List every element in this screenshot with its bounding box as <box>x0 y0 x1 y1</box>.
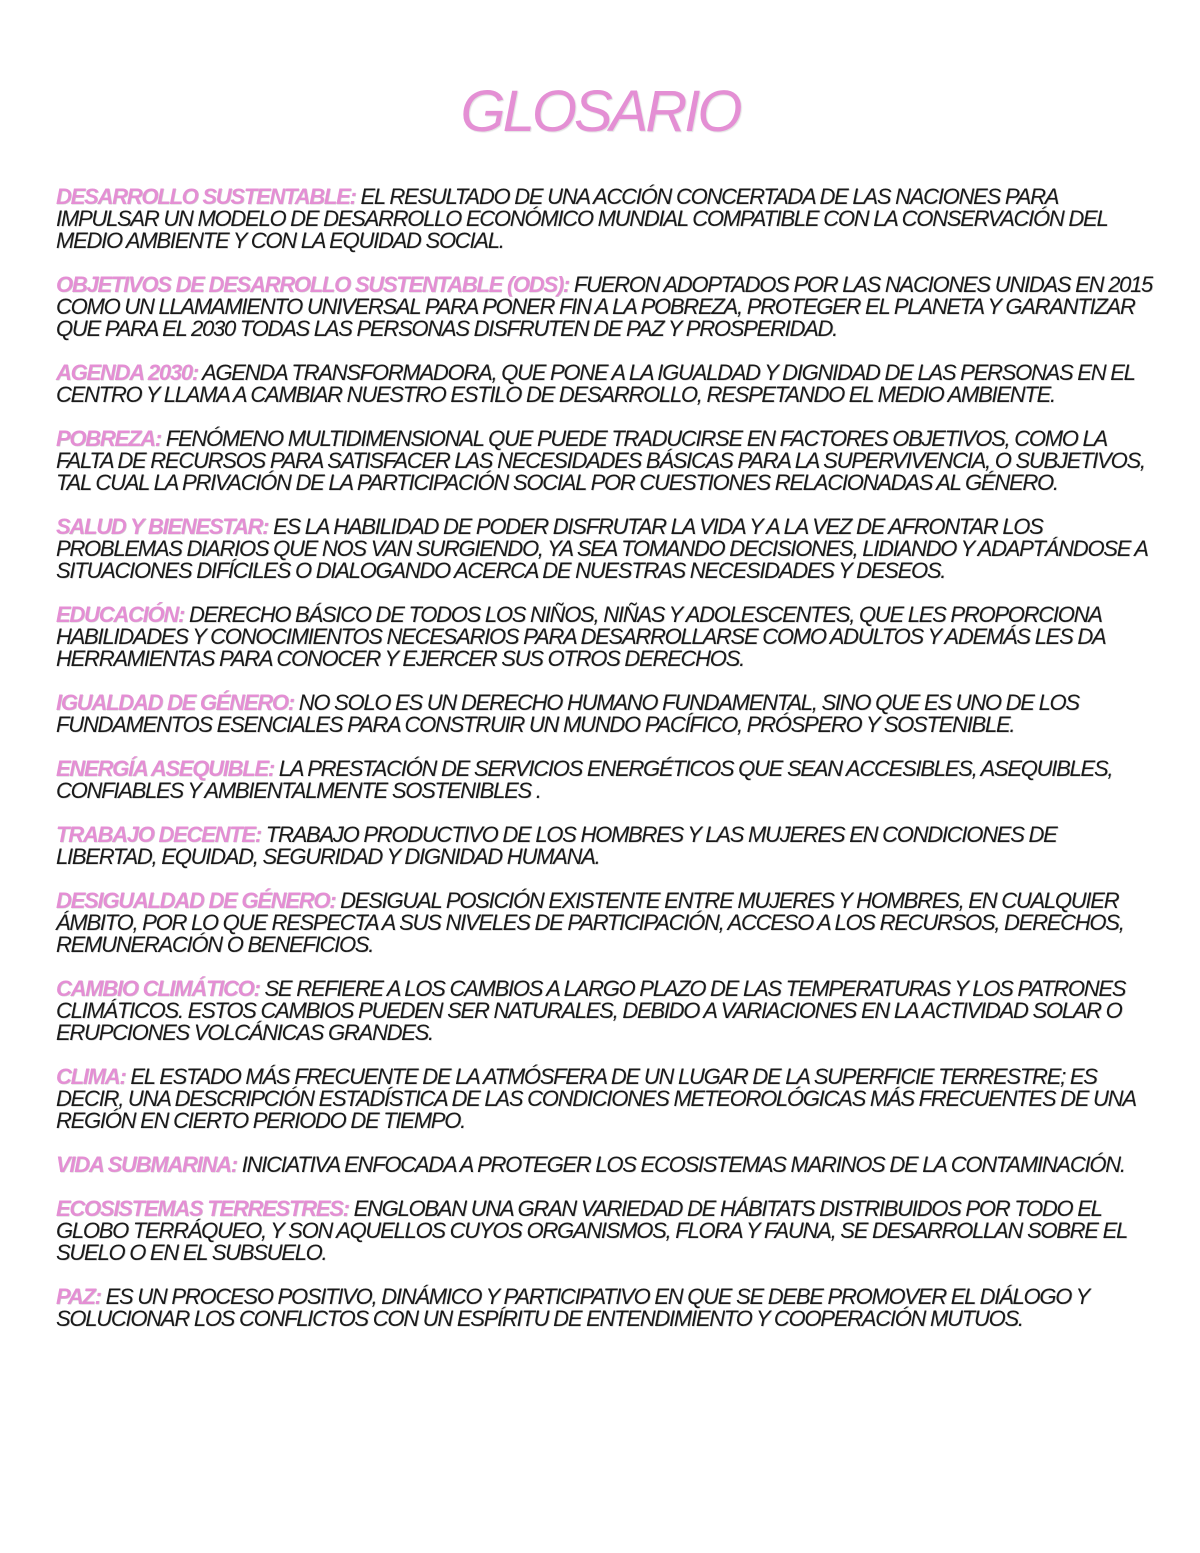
glossary-definition: ES UN PROCESO POSITIVO, DINÁMICO Y PARTICIPATIVO EN QUE SE DEBE PROMOVER EL DIÁLOGO Y SOLUCIONAR LOS CONFLICTOS CON UN ESPÍRITU DE ENTENDIMIENTO Y COOPERACIÓN MUTUOS. <box>56 1284 1089 1331</box>
glossary-term: EDUCACIÓN: <box>56 602 185 627</box>
glossary-list <box>56 186 1156 1352</box>
glossary-definition: INICIATIVA ENFOCADA A PROTEGER LOS ECOSISTEMAS MARINOS DE LA CONTAMINACIÓN. <box>241 1152 1125 1177</box>
glossary-term: VIDA SUBMARINA: <box>56 1152 237 1177</box>
glossary-term: OBJETIVOS DE DESARROLLO SUSTENTABLE (ODS): <box>56 272 570 297</box>
glossary-entry <box>56 758 1156 802</box>
glossary-definition: AGENDA TRANSFORMADORA, QUE PONE A LA IGUALDAD Y DIGNIDAD DE LAS PERSONAS EN EL CENTRO Y LLAMA A CAMBIAR NUESTRO ESTILO DE DESARROLLO, RESPETANDO EL MEDIO AMBIENTE. <box>56 360 1135 407</box>
glossary-term: ENERGÍA ASEQUIBLE: <box>56 756 274 781</box>
glossary-entry <box>56 1198 1156 1264</box>
glossary-definition: FENÓMENO MULTIDIMENSIONAL QUE PUEDE TRADUCIRSE EN FACTORES OBJETIVOS, COMO LA FALTA DE RECURSOS PARA SATISFACER LAS NECESIDADES BÁSICAS PARA LA SUPERVIVENCIA, O SUBJETIVOS, TAL CUAL LA PRIVACIÓN DE LA PARTICIPACIÓN SOCIAL POR CUESTIONES RELACIONADAS AL GÉNERO. <box>56 426 1145 495</box>
glossary-term: DESIGUALDAD DE GÉNERO: <box>56 888 336 913</box>
glossary-definition: DESIGUAL POSICIÓN EXISTENTE ENTRE MUJERES Y HOMBRES, EN CUALQUIER ÁMBITO, POR LO QUE RESPECTA A SUS NIVELES DE PARTICIPACIÓN, ACCESO A LOS RECURSOS, DERECHOS, REMUNERACIÓN O BENEFICIOS. <box>56 888 1124 957</box>
glossary-entry <box>56 428 1156 494</box>
glossary-term: IGUALDAD DE GÉNERO: <box>56 690 294 715</box>
glossary-definition: SE REFIERE A LOS CAMBIOS A LARGO PLAZO DE LAS TEMPERATURAS Y LOS PATRONES CLIMÁTICOS. ESTOS CAMBIOS PUEDEN SER NATURALES, DEBIDO A VARIACIONES EN LA ACTIVIDAD SOLAR O ERUPCIONES VOLCÁNICAS GRANDES. <box>56 976 1126 1045</box>
glossary-definition: EL ESTADO MÁS FRECUENTE DE LA ATMÓSFERA DE UN LUGAR DE LA SUPERFICIE TERRESTRE; ES DECIR, UNA DESCRIPCIÓN ESTADÍSTICA DE LAS CONDICIONES METEOROLÓGICAS MÁS FRECUENTES DE UNA REGIÓN EN CIERTO PERIODO DE TIEMPO. <box>56 1064 1135 1133</box>
glossary-term: SALUD Y BIENESTAR: <box>56 514 269 539</box>
glossary-entry <box>56 1154 1156 1176</box>
glossary-entry <box>56 1286 1156 1330</box>
glossary-entry <box>56 516 1156 582</box>
glossary-entry <box>56 362 1156 406</box>
glossary-entry <box>56 824 1156 868</box>
glossary-definition: DERECHO BÁSICO DE TODOS LOS NIÑOS, NIÑAS Y ADOLESCENTES, QUE LES PROPORCIONA HABILIDADES Y CONOCIMIENTOS NECESARIOS PARA DESARROLLARSE COMO ADULTOS Y ADEMÁS LES DA HERRAMIENTAS PARA CONOCER Y EJERCER SUS OTROS DERECHOS. <box>56 602 1105 671</box>
glossary-term: POBREZA: <box>56 426 161 451</box>
glossary-definition: NO SOLO ES UN DERECHO HUMANO FUNDAMENTAL, SINO QUE ES UNO DE LOS FUNDAMENTOS ESENCIALES PARA CONSTRUIR UN MUNDO PACÍFICO, PRÓSPERO Y SOSTENIBLE. <box>56 690 1079 737</box>
glossary-term: TRABAJO DECENTE: <box>56 822 261 847</box>
glossary-entry <box>56 692 1156 736</box>
glossary-definition: TRABAJO PRODUCTIVO DE LOS HOMBRES Y LAS MUJERES EN CONDICIONES DE LIBERTAD, EQUIDAD, SEGURIDAD Y DIGNIDAD HUMANA. <box>56 822 1057 869</box>
glossary-entry <box>56 890 1156 956</box>
glossary-term: AGENDA 2030: <box>56 360 198 385</box>
glossary-definition: EL RESULTADO DE UNA ACCIÓN CONCERTADA DE LAS NACIONES PARA IMPULSAR UN MODELO DE DESARROLLO ECONÓMICO MUNDIAL COMPATIBLE CON LA CONSERVACIÓN DEL MEDIO AMBIENTE Y CON LA EQUIDAD SOCIAL. <box>56 184 1108 253</box>
glossary-term: DESARROLLO SUSTENTABLE: <box>56 184 356 209</box>
glossary-entry <box>56 604 1156 670</box>
glossary-entry <box>56 1066 1156 1132</box>
glossary-term: PAZ: <box>56 1284 101 1309</box>
glossary-entry <box>56 274 1156 340</box>
glossary-term: CLIMA: <box>56 1064 126 1089</box>
glossary-definition: ENGLOBAN UNA GRAN VARIEDAD DE HÁBITATS DISTRIBUIDOS POR TODO EL GLOBO TERRÁQUEO, Y SON AQUELLOS CUYOS ORGANISMOS, FLORA Y FAUNA, SE DESARROLLAN SOBRE EL SUELO O EN EL SUBSUELO. <box>56 1196 1127 1265</box>
glossary-definition: ES LA HABILIDAD DE PODER DISFRUTAR LA VIDA Y A LA VEZ DE AFRONTAR LOS PROBLEMAS DIARIOS QUE NOS VAN SURGIENDO, YA SEA TOMANDO DECISIONES, LIDIANDO Y ADAPTÁNDOSE A SITUACIONES DIFÍCILES O DIALOGANDO ACERCA DE NUESTRAS NECESIDADES Y DESEOS. <box>56 514 1147 583</box>
glossary-term: ECOSISTEMAS TERRESTRES: <box>56 1196 349 1221</box>
glossary-entry <box>56 978 1156 1044</box>
glossary-definition: FUERON ADOPTADOS POR LAS NACIONES UNIDAS EN 2015 COMO UN LLAMAMIENTO UNIVERSAL PARA PONER FIN A LA POBREZA, PROTEGER EL PLANETA Y GARANTIZAR QUE PARA EL 2030 TODAS LAS PERSONAS DISFRUTEN DE PAZ Y PROSPERIDAD. <box>56 272 1153 341</box>
glossary-definition: LA PRESTACIÓN DE SERVICIOS ENERGÉTICOS QUE SEAN ACCESIBLES, ASEQUIBLES, CONFIABLES Y AMBIENTALMENTE SOSTENIBLES . <box>56 756 1113 803</box>
glossary-term: CAMBIO CLIMÁTICO: <box>56 976 260 1001</box>
glossary-entry <box>56 186 1156 252</box>
page-title: GLOSARIO <box>460 79 740 144</box>
